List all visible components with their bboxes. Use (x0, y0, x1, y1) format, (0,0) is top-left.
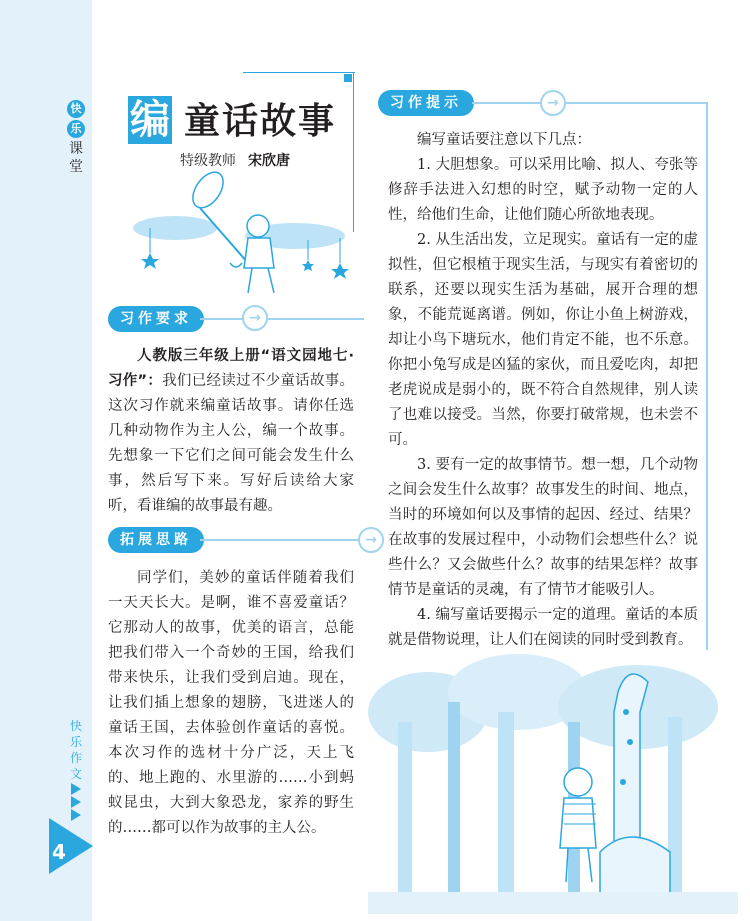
author-role: 特级教师 (180, 153, 236, 169)
tips-item: 4. 编写童话要揭示一定的道理。童话的本质就是借物说理，让人们在阅读的同时受到教育。 (388, 607, 698, 648)
tips-item: 3. 要有一定的故事情节。想一想，几个动物之间会发生什么故事？故事发生的时间、地点，当时的环境如何以及事情的起因、经过、结果？在故事的发展过程中，小动物们会想些什么？说些什么？又会做些什么？故事的结果怎样？故事情节是童话的灵魂，有了情节才能吸引人。 (388, 457, 698, 598)
author-name: 宋欣唐 (248, 153, 290, 169)
requirement-lead: 人教版三年级上册“语文园地七·习作”： (108, 348, 354, 389)
magazine-label (64, 718, 88, 822)
label-char: 快 (67, 100, 85, 118)
magazine-char: 乐 (69, 735, 82, 749)
column-label (56, 100, 96, 176)
magazine-char: 快 (69, 719, 82, 733)
frame-square (344, 74, 352, 82)
section-line (566, 102, 708, 104)
section-heading-expand: 拓展思路 (108, 527, 204, 553)
forest-giraffe-illustration (368, 652, 738, 914)
requirement-text (108, 344, 354, 519)
label-char: 课 (69, 141, 83, 157)
section-line (268, 318, 364, 320)
triangle-icon (71, 783, 81, 795)
page-title: 童话故事 (184, 101, 337, 142)
frame-line (706, 102, 708, 650)
tips-item: 2. 从生活出发，立足现实。童话有一定的虚拟性，但它根植于现实生活，与现实有着密切的联系，还要以现实生活为基础，展开合理的想象，不能荒诞离谱。例如，你让小鱼上树游戏，却让小鸟下塘玩水，他们肯定不能，也不乐意。你把小兔写成是凶猛的家伙，而且爱吃肉，却把老虎说成是弱小的，既不符合自然规律，别人读了也难以接受。当然，你要打破常规，也未尝不可。 (388, 232, 698, 448)
label-char: 乐 (67, 120, 85, 138)
arrow-right-icon: → (358, 527, 384, 553)
tips-item: 1. 大胆想象。可以采用比喻、拟人、夸张等修辞手法进入幻想的时空，赋予动物一定的人性，给他们生命，让他们随心所欲地表现。 (388, 157, 698, 223)
page-number: 4 (52, 840, 66, 864)
triangle-icon (71, 796, 81, 808)
magazine-char: 文 (69, 767, 82, 781)
requirement-body: 我们已经读过不少童话故事。这次习作就来编童话故事。请你任选几种动物作为主人公，编一个故事。先想象一下它们之间可能会发生什么事，然后写下来。写好后读给大家听，看谁编的故事最有趣。 (108, 373, 355, 514)
child-with-net-illustration (130, 168, 360, 298)
title-block (128, 96, 358, 156)
section-heading-requirement: 习作要求 (108, 306, 204, 332)
arrow-right-icon: → (242, 305, 268, 331)
expand-body: 同学们，美妙的童话伴随着我们一天天长大。是啊，谁不喜爱童话？它那动人的故事，优美的语言，总能把我们带入一个奇妙的王国，给我们带来快乐，让我们受到启迪。现在，让我们插上想象的翅膀，飞进迷人的童话王国，去体验创作童话的喜悦。本次习作的选材十分广泛，天上飞的、地上跑的、水里游的……小到蚂蚁昆虫，大到大象恐龙，家养的野生的……都可以作为故事的主人公。 (108, 570, 354, 836)
tips-intro: 编写童话要注意以下几点： (417, 132, 591, 148)
frame-line (243, 72, 355, 73)
label-char: 堂 (69, 159, 83, 175)
section-line (472, 102, 542, 104)
expand-text (108, 566, 354, 841)
arrow-right-icon: → (540, 90, 566, 116)
tips-text (388, 128, 698, 653)
section-heading-tips: 习作提示 (378, 90, 474, 116)
magazine-char: 作 (69, 751, 82, 765)
section-line (200, 318, 244, 320)
section-line (200, 539, 365, 541)
bian-badge: 编 (130, 97, 170, 143)
